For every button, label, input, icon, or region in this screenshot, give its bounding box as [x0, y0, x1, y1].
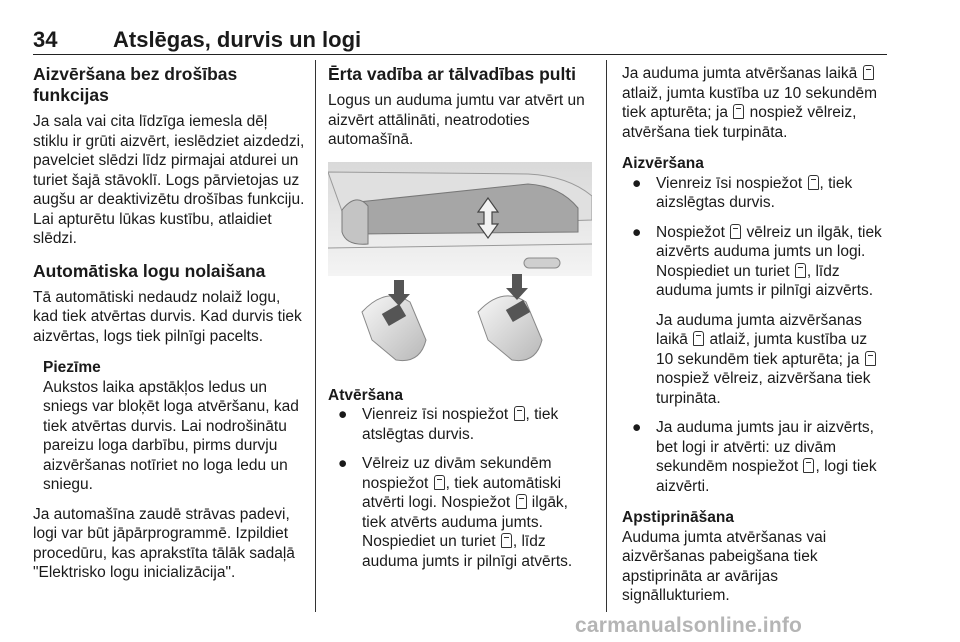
column-divider-2: [606, 60, 607, 612]
key-fob-right: [478, 274, 542, 361]
list-item: [328, 405, 594, 444]
para-no-safety: Ja sala vai cita līdzīga iemesla dēļ stiklu ir grūti aizvērt, ieslēdziet aizdedzi, pavelciet slēdzi līdz pirmajai atdurei un turiet šajā stāvoklī. Logs pārvietojas uz augšu ar deaktivizētu drošības funkciju. Lai apturētu lūkas kustību, atlaidiet slēdzi.: [33, 113, 305, 247]
heading-auto-lowering: Automātiska logu nolaišana: [33, 260, 266, 281]
text: Ja auduma jumta aizvēršanas laikā: [656, 311, 862, 348]
bullet: ●: [632, 223, 642, 241]
text: Vienreiz īsi nospiežot: [362, 406, 509, 423]
note: [43, 358, 305, 495]
list-item: [328, 454, 594, 571]
header-rule: [33, 54, 887, 55]
side-mirror: [342, 199, 368, 243]
bullet: ●: [338, 406, 348, 423]
lock-key-icon: [795, 263, 806, 278]
para-power-loss: Ja automašīna zaudē strāvas padevi, logi var būt jāpārprogrammē. Izpildiet procedūru, kas aprakstīta tālāk sadaļā "Elektrisko logu inicializācija".: [33, 505, 295, 581]
para-remote: Logus un auduma jumtu var atvērt un aizvērt attālināti, neatrodoties automašīnā.: [328, 92, 585, 148]
heading-confirmation: Apstiprināšana: [622, 509, 734, 526]
page-title: Atslēgas, durvis un logi: [113, 27, 362, 52]
unlock-key-icon: [863, 65, 874, 80]
page-number: 34: [33, 27, 58, 52]
text: atlaiž, jumta kustība uz 10 sekundēm tiek apturēta; ja: [656, 331, 868, 368]
closing-list: [622, 174, 888, 497]
note-title: Piezīme: [43, 359, 101, 376]
text: ilgāk, tiek atvērts auduma jumts. Nospiediet un turiet: [362, 494, 568, 550]
door-handle: [524, 258, 560, 268]
column-2: [328, 64, 594, 583]
unlock-key-icon: [516, 494, 527, 509]
heading-no-safety: Aizvēršana bez drošības funkcijas: [33, 64, 238, 105]
list-item: [622, 174, 888, 213]
column-1: [33, 64, 305, 595]
note-text: Aukstos laika apstākļos ledus un sniegs var bloķēt loga atvēršanu, kad tiek atvērtas durvis. Lai nodrošinātu pareizu loga darbību, pirms durvju aizvēršanas notīriet no loga ledu un sniegu.: [43, 378, 299, 493]
unlock-key-icon: [733, 104, 744, 119]
text: nospiež vēlreiz, atvēršana tiek turpināta.: [622, 104, 857, 141]
text: , logi tiek aizvērti.: [656, 458, 877, 495]
heading-closing: Aizvēršana: [622, 155, 704, 172]
list-item: [622, 418, 888, 496]
bullet: ●: [632, 174, 642, 192]
remote-window-illustration: [328, 162, 592, 374]
para-sunroof-stop: [622, 64, 888, 142]
column-3: [622, 64, 888, 618]
bullet: ●: [338, 455, 348, 472]
text: Vēlreiz uz divām sekundēm nospiežot: [362, 455, 552, 492]
para-confirmation: Auduma jumta atvēršanas vai aizvēršanas pabeigšana tiek apstiprināta ar avārijas signāllukturiem.: [622, 528, 827, 604]
list-item: [622, 223, 888, 409]
heading-remote: Ērta vadība ar tālvadības pulti: [328, 64, 576, 84]
page-header: [33, 27, 887, 53]
lock-key-icon: [808, 175, 819, 190]
text: , tiek automātiski atvērti logi. Nospiežot: [362, 474, 562, 511]
text: , tiek aizslēgtas durvis.: [656, 174, 853, 211]
key-fob-left: [362, 280, 426, 361]
sub-paragraph: [656, 311, 888, 409]
text: atlaiž, jumta kustība uz 10 sekundēm tiek apturēta; ja: [622, 84, 878, 121]
opening-list: [328, 405, 594, 571]
lock-key-icon: [803, 458, 814, 473]
watermark: carmanualsonline.info: [575, 614, 803, 637]
lock-key-icon: [730, 224, 741, 239]
text: , līdz auduma jumts ir pilnīgi atvērts.: [362, 533, 573, 570]
unlock-key-icon: [434, 475, 445, 490]
lock-key-icon: [865, 351, 876, 366]
heading-opening: Atvēršana: [328, 386, 403, 404]
text: Ja auduma jumta atvēršanas laikā: [622, 65, 858, 82]
text: , līdz auduma jumts ir pilnīgi aizvērts.: [656, 262, 874, 299]
text: , tiek atslēgtas durvis.: [362, 406, 559, 443]
text: Vienreiz īsi nospiežot: [656, 174, 803, 192]
text: Nospiežot: [656, 223, 725, 241]
bullet: ●: [632, 419, 642, 436]
para-auto-lowering: Tā automātiski nedaudz nolaiž logu, kad tiek atvērtas durvis. Kad durvis tiek aizvērtas, logs tiek pilnīgi pacelts.: [33, 288, 302, 345]
unlock-key-icon: [514, 406, 525, 421]
column-divider-1: [315, 60, 316, 612]
lock-key-icon: [693, 331, 704, 346]
text: nospiež vēlreiz, aizvēršana tiek turpināta.: [656, 370, 871, 407]
text: vēlreiz un ilgāk, tiek aizvērts auduma jumts un logi. Nospiediet un turiet: [656, 223, 882, 280]
unlock-key-icon: [501, 533, 512, 548]
text: Ja auduma jumts jau ir aizvērts, bet logi ir atvērti: uz divām sekundēm nospiežot: [656, 419, 874, 475]
